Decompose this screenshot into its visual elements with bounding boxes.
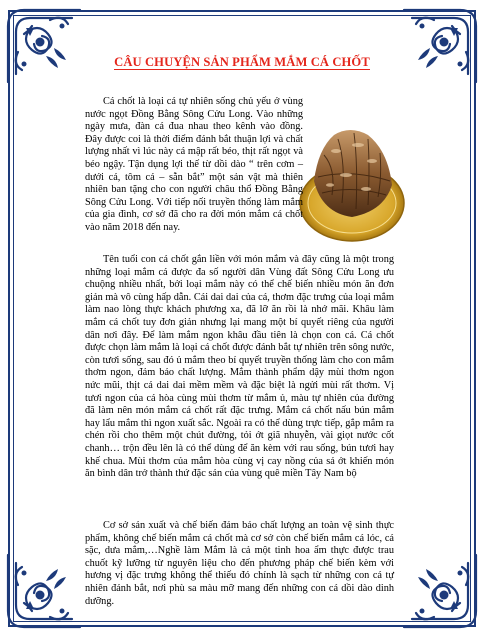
- paragraph-closing: Cơ sở sản xuất và chế biến đảm bảo chất lượng an toàn vệ sinh thực phẩm, không chế biến mắm cá chốt mà cơ sở còn chế biến mắm cá lóc, cá sặc, dưa mắm,…Nghề làm Mắm là cả một tinh hoa ẩm thực được trau chuốt kỹ lưỡng từ nguyên liệu cho đến phương pháp chế biến kèm với hương vị đặc trưng không thể thiếu đó chính là sạch từ những con cá tự nhiên đánh bắt, nơi phù sa màu mỡ mang đến những con cá dồi dào dinh dưỡng.: [85, 520, 394, 607]
- corner-ornament-icon: [398, 4, 482, 88]
- corner-ornament-icon: [398, 549, 482, 633]
- corner-ornament-icon: [2, 549, 86, 633]
- document-title-text: CÂU CHUYỆN SẢN PHẨM MẮM CÁ CHỐT: [114, 55, 370, 69]
- paragraph-intro: Cá chốt là loại cá tự nhiên sống chủ yếu ở vùng nước ngọt Đồng Bằng Sông Cửu Long. Vào những ngày mưa, đàn cá đua nhau theo kênh vào đồng. Đây được coi là thời điểm đánh bắt thuận lợi và chất lượng nhất vì lúc này cá mập rất béo, thịt rất ngọt và béo ngậy. Tận dụng lợi thế từ dồi dào “ trên cơm – dưới cá, tôm cá – sẵn bắt” một sản vật mà thiên nhiên ban tặng cho con người châu thổ Đồng Bằng Sông Cửu Long. Với tiếp nối truyền thống làm mắm của gia đình, cơ sở đã cho ra đời món mắm cá chốt vào năm 2018 đến nay.: [85, 96, 303, 233]
- corner-ornament-icon: [2, 4, 86, 88]
- document-title: [0, 55, 484, 70]
- fish-dish-photo-icon: [296, 85, 406, 250]
- paragraph-body: Tên tuổi con cá chốt gắn liền với món mắm và đây cũng là một trong những loại mắm cá được đa số người dân Vùng đất Sông Cửu Long ưu chuộng nhiều nhất, bởi loại mắm này có thể chế biến nhiều món ăn đơn giản mà vô cùng hấp dẫn. Cái dai dai của cá, thơm đặc trưng của loại mắm làm nao lòng thực khách phương xa, đã lỡ ăn rồi là nhớ mãi. Khâu làm mắm cá chốt tuy đơn giản nhưng lại mang một bí quyết riêng của người dân nơi đây. Để làm mắm ngon khâu đầu tiên là chọn con cá. Cá chốt được chọn làm mắm là loại cá chốt được đánh bắt tự nhiên trên sông nước, còn tươi sống, sau đó ủ mắm theo bí quyết truyền thống làm cho con mắm thơm ngon, đảm bảo chất lượng. Mắm thành phẩm dậy mùi thơm ngon nức mũi, thịt cá dai dai mềm mềm và đặc biệt là ngửi mùi rất thơm. Vị tươi ngon của cá hòa cùng mùi thơm từ mắm ủ, màu tự nhiên của đường đã làm nên món mắm cá chốt rất đặc trưng. Mắm cá chốt nấu bún mắm hay lẩu mắm thì ngon xuất sắc. Ngoài ra có thể dùng trực tiếp, gắp mắm ra chén rồi cho thêm một chút đường, tỏi ớt giã nhuyễn, vài giọt nước cốt chanh… trộn đều lên là có thể dùng để ăn kèm với rau sống, bún tươi hay khế chua. Mùi thơm của mắm hòa cùng vị cay nồng của sả ớt khiến món ăn bình dân trở thành thứ đặc sản của vùng quê miền Tây Nam bộ: [85, 254, 394, 480]
